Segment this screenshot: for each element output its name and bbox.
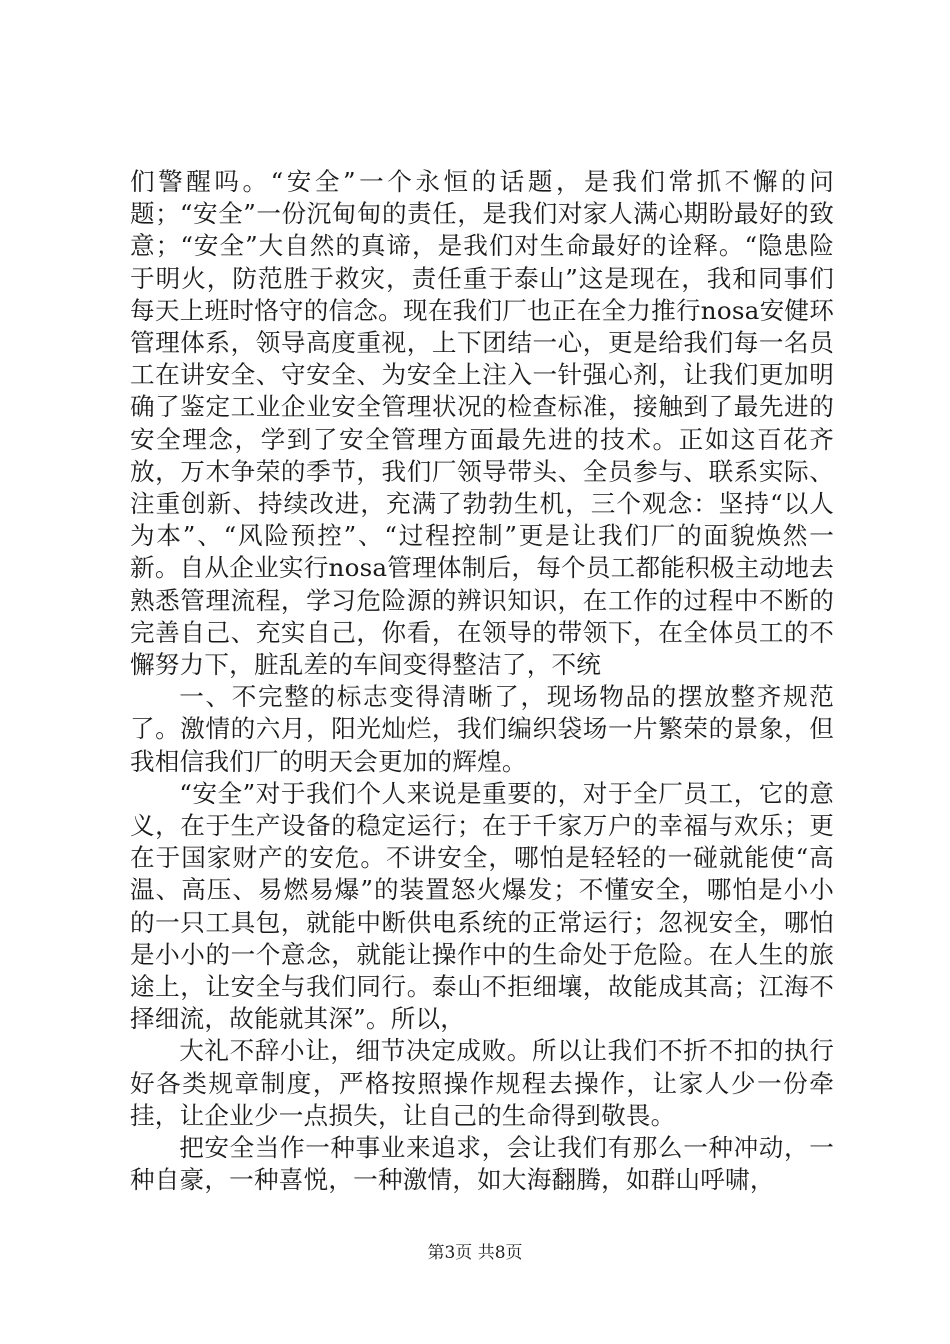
paragraph-5: 把安全当作一种事业来追求，会让我们有那么一种冲动，一种自豪，一种喜悦，一种激情，如大海翻腾，如群山呼啸， xyxy=(130,1133,834,1195)
page-number-footer: 第3页 共8页 xyxy=(427,1243,523,1263)
paragraph-3: “安全”对于我们个人来说是重要的，对于全厂员工，它的意义，在于生产设备的稳定运行；在于千家万户的幸福与欢乐；更在于国家财产的安危。不讲安全，哪怕是轻轻的一碰就能使“高温、高压、易燃易爆”的装置怒火爆发；不懂安全，哪怕是小小的一只工具包，就能中断供电系统的正常运行；忽视安全，哪怕是小小的一个意念，就能让操作中的生命处于危险。在人生的旅途上，让安全与我们同行。泰山不拒细壤，故能成其高；江海不择细流，故能就其深”。所以， xyxy=(130,778,834,1034)
document-body xyxy=(130,166,834,1197)
paragraph-4: 大礼不辞小让，细节决定成败。所以让我们不折不扣的执行好各类规章制度，严格按照操作规程去操作，让家人少一份牵挂，让企业少一点损失，让自己的生命得到敬畏。 xyxy=(130,1036,834,1130)
paragraph-1: 们警醒吗。“安全”一个永恒的话题，是我们常抓不懈的问题；“安全”一份沉甸甸的责任，是我们对家人满心期盼最好的致意；“安全”大自然的真谛，是我们对生命最好的诠释。“隐患险于明火，防范胜于救灾，责任重于泰山”这是现在，我和同事们每天上班时恪守的信念。现在我们厂也正在全力推行nosa安健环管理体系，领导高度重视，上下团结一心，更是给我们每一名员工在讲安全、守安全、为安全上注入一针强心剂，让我们更加明确了鉴定工业企业安全管理状况的检查标准，接触到了最先进的安全理念，学到了安全管理方面最先进的技术。正如这百花齐放，万木争荣的季节，我们厂领导带头、全员参与、联系实际、注重创新、持续改进，充满了勃勃生机，三个观念：坚持“以人为本”、“风险预控”、“过程控制”更是让我们厂的面貌焕然一新。自从企业实行nosa管理体制后，每个员工都能积极主动地去熟悉管理流程，学习危险源的辨识知识，在工作的过程中不断的完善自己、充实自己，你看，在领导的带领下，在全体员工的不懈努力下，脏乱差的车间变得整洁了，不统 xyxy=(130,167,834,680)
paragraph-2: 一、不完整的标志变得清晰了，现场物品的摆放整齐规范了。激情的六月，阳光灿烂，我们编织袋场一片繁荣的景象，但我相信我们厂的明天会更加的辉煌。 xyxy=(130,682,834,776)
